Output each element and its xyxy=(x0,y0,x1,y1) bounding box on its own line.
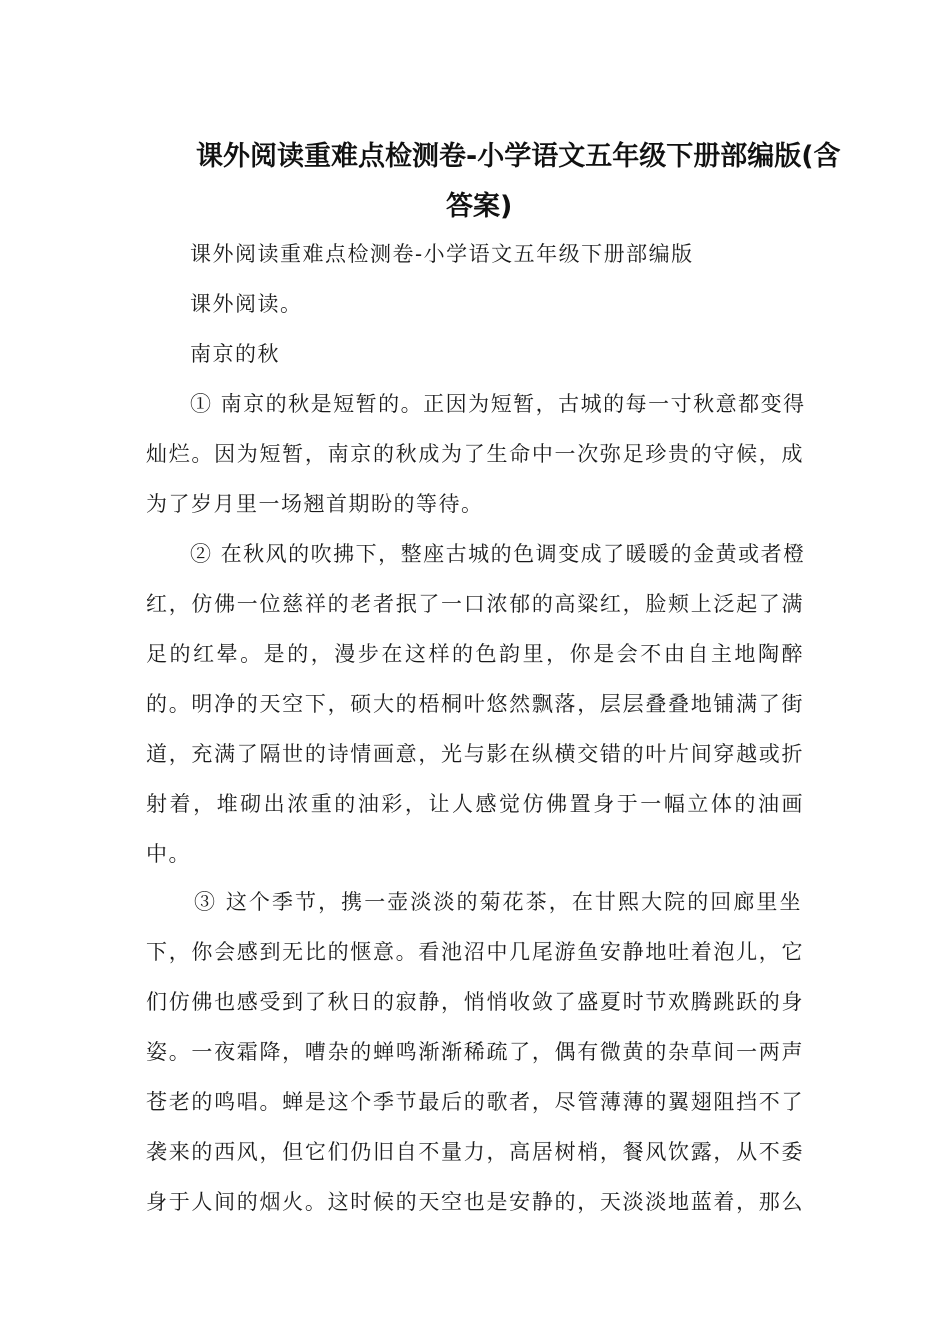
paragraph-line: 的。明净的天空下，硕大的梧桐叶悠然飘落，层层叠叠地铺满了街 xyxy=(146,692,804,716)
passage-title: 南京的秋 xyxy=(190,342,280,366)
paragraph-line: 姿。一夜霜降，嘈杂的蝉鸣渐渐稀疏了，偶有微黄的杂草间一两声 xyxy=(146,1040,804,1064)
document-title: 课外阅读重难点检测卷-小学语文五年级下册部编版(含 xyxy=(196,141,841,172)
paragraph-line: 为了岁月里一场翘首期盼的等待。 xyxy=(146,492,484,516)
paragraph-line: 下，你会感到无比的惬意。看池沼中几尾游鱼安静地吐着泡儿，它 xyxy=(146,940,804,964)
paragraph-line: ② 在秋风的吹拂下，整座古城的色调变成了暖暖的金黄或者橙 xyxy=(190,542,806,566)
paragraph-line: 射着，堆砌出浓重的油彩，让人感觉仿佛置身于一幅立体的油画 xyxy=(146,792,804,816)
paragraph-line: 袭来的西风，但它们仍旧自不量力，高居树梢，餐风饮露，从不委 xyxy=(146,1140,804,1164)
paragraph-line: 苍老的鸣唱。蝉是这个季节最后的歌者，尽管薄薄的翼翅阻挡不了 xyxy=(146,1090,804,1114)
paragraph-line: 灿烂。因为短暂，南京的秋成为了生命中一次弥足珍贵的守候，成 xyxy=(146,442,804,466)
paragraph-line: 中。 xyxy=(146,842,191,866)
section-label: 课外阅读。 xyxy=(190,292,303,316)
paragraph-line: 们仿佛也感受到了秋日的寂静，悄悄收敛了盛夏时节欢腾跳跃的身 xyxy=(146,990,804,1014)
paragraph-line: 足的红晕。是的，漫步在这样的色韵里，你是会不由自主地陶醉 xyxy=(146,642,804,666)
document-title-continued: 答案) xyxy=(446,191,513,222)
document-subtitle: 课外阅读重难点检测卷-小学语文五年级下册部编版 xyxy=(190,242,694,266)
paragraph-line: 身于人间的烟火。这时候的天空也是安静的，天淡淡地蓝着，那么 xyxy=(146,1190,804,1214)
paragraph-line: 红，仿佛一位慈祥的老者抿了一口浓郁的高粱红，脸颊上泛起了满 xyxy=(146,592,804,616)
paragraph-line: ① 南京的秋是短暂的。正因为短暂，古城的每一寸秋意都变得 xyxy=(190,392,806,416)
paragraph-line: 道，充满了隔世的诗情画意，光与影在纵横交错的叶片间穿越或折 xyxy=(146,742,804,766)
paragraph-line: ③ 这个季节，携一壶淡淡的菊花茶，在甘熙大院的回廊里坐 xyxy=(194,890,802,914)
